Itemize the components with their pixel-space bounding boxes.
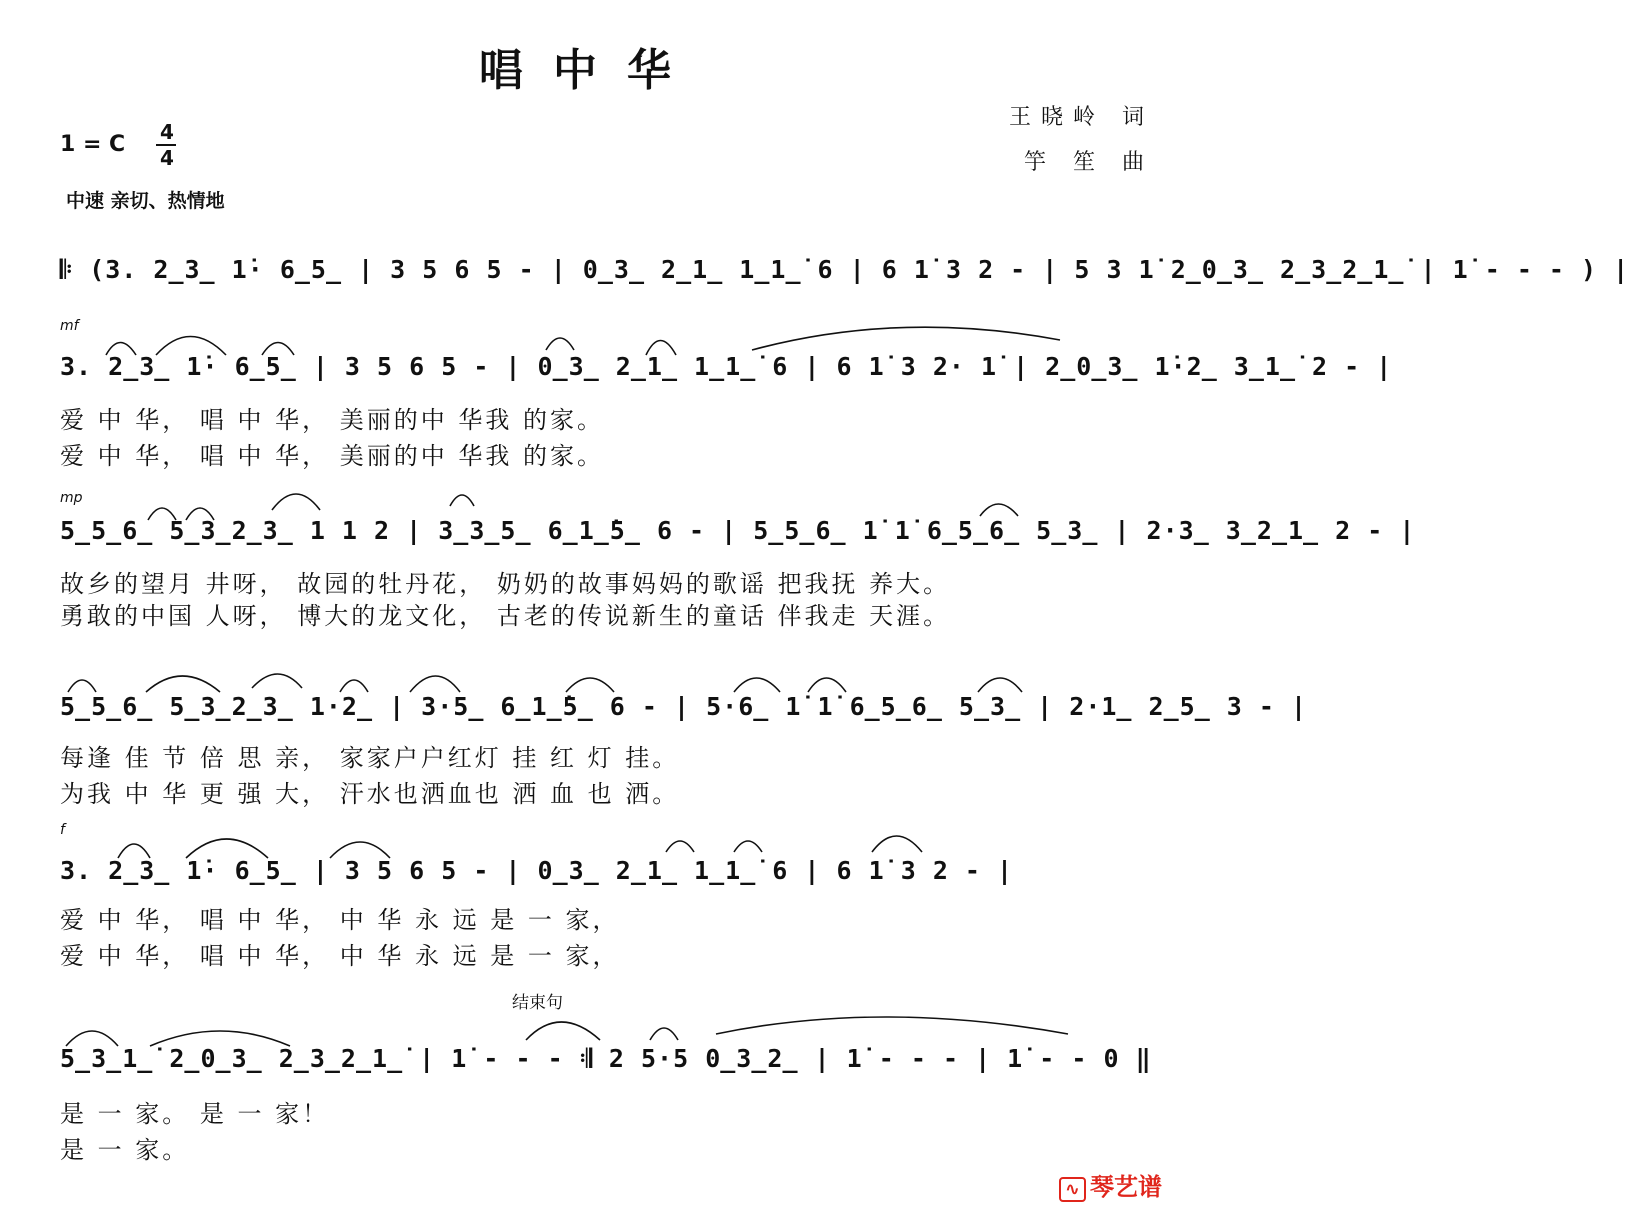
slur — [148, 508, 176, 520]
system-5-lyric-1: 爱 中 华， 唱 中 华， 中 华 永 远 是 一 家， — [60, 906, 620, 934]
system-5-notes: 3. 2̲3̲ 1̇· 6̲5̲ | 3 5 6 5 - | 0̲3̲ 2̲1̲ 1̲1̲̇ 6 | 6 1̇ 3 2 - | — [60, 856, 1014, 885]
system-2-notes: 3. 2̲3̲ 1̇· 6̲5̲ | 3 5 6 5 - | 0̲3̲ 2̲1̲ 1̲1̲̇ 6 | 6 1̇ 3 2· 1̇ | 2̲0̲3̲ 1̇·2̲ 3̲1̲̇ 2 - | — [60, 352, 1393, 381]
slur — [978, 678, 1022, 692]
system-2-lyric-2: 爱 中 华， 唱 中 华， 美丽的中 华我 的家。 — [60, 442, 605, 470]
slur — [450, 495, 474, 506]
system-4-notes: 5̲5̲6̲ 5̲3̲2̲3̲ 1·2̲ | 3·5̲ 6̲1̲̇5̲ 6 - | 5·6̲ 1̇ 1̇ 6̲5̲6̲ 5̲3̲ | 2·1̲ 2̲5̲ 3 - | — [60, 692, 1308, 721]
slur — [526, 1022, 600, 1040]
slur — [734, 678, 780, 692]
slur — [666, 841, 694, 852]
slur — [330, 842, 390, 858]
slur — [66, 1031, 118, 1046]
system-3-notes: 5̲5̲6̲ 5̲3̲2̲3̲ 1 1 2 | 3̲3̲5̲ 6̲1̲̇5̲ 6 - | 5̲5̲6̲ 1̇ 1̇ 6̲5̲6̲ 5̲3̲ | 2·3̲ 3̲2̲1̲ 2 - | — [60, 516, 1416, 545]
ending-label: 结束句 — [512, 993, 563, 1013]
slur — [262, 343, 294, 356]
system-6-lyric-1: 是 一 家。 是 一 家！ — [60, 1100, 330, 1128]
slur — [186, 508, 214, 520]
slur — [340, 680, 368, 692]
time-signature-top: 4 — [160, 120, 174, 144]
slur — [68, 680, 96, 692]
slur — [808, 678, 846, 692]
system-3-dynamic: mp — [60, 490, 83, 506]
system-5-lyric-2: 爱 中 华， 唱 中 华， 中 华 永 远 是 一 家， — [60, 942, 620, 970]
slur — [546, 338, 574, 350]
slur — [106, 343, 136, 356]
slur — [734, 841, 762, 852]
key-signature: 1 = C — [60, 132, 126, 157]
tempo-marking: 中速 亲切、热情地 — [66, 190, 225, 212]
slur — [156, 337, 226, 356]
system-3-lyric-2: 勇敢的中国 人呀， 博大的龙文化， 古老的传说新生的童话 伴我走 天涯。 — [60, 602, 951, 630]
slur — [272, 494, 320, 510]
slur — [752, 327, 1060, 350]
brand-logo: ∿ 琴艺谱 — [1059, 1167, 1162, 1202]
system-2-dynamic: mf — [60, 318, 79, 334]
slur — [146, 676, 220, 692]
composer-credit: 竽 笙 曲 — [1024, 150, 1154, 175]
system-4-lyric-2: 为我 中 华 更 强 大， 汗水也洒血也 洒 血 也 洒。 — [60, 780, 680, 808]
system-6-lyric-2: 是 一 家。 — [60, 1136, 190, 1164]
slur — [252, 674, 302, 688]
slur — [872, 836, 922, 852]
system-5-dynamic: f — [60, 822, 65, 838]
lyricist-credit: 王晓岭 词 — [1009, 105, 1154, 130]
slur — [646, 341, 676, 356]
system-6-notes: 5̲3̲1̲̇ 2̲0̲3̲ 2̲3̲2̲1̲̇ | 1̇ - - - 𝄇 2 5·5 0̲3̲2̲ | 1̇ - - - | 1̇ - - 0 ‖ — [60, 1044, 1152, 1073]
page-title: 唱中华 — [479, 45, 701, 96]
time-signature-bottom: 4 — [160, 146, 174, 170]
slur — [650, 1028, 678, 1040]
slur — [566, 678, 614, 692]
slur — [716, 1017, 1068, 1034]
slur — [186, 839, 268, 858]
system-1-notes: 𝄆 (3. 2̲3̲ 1̇· 6̲5̲ | 3 5 6 5 - | 0̲3̲ 2̲1̲ 1̲1̲̇ 6 | 6 1̇ 3 2 - | 5 3 1̇ 2̲0̲3̲ 2̲3̲2̲1̲̇ | 1̇ - - - ) | — [60, 255, 1629, 284]
logo-mark-icon: ∿ — [1059, 1177, 1086, 1202]
system-4-lyric-1: 每逢 佳 节 倍 思 亲， 家家户户红灯 挂 红 灯 挂。 — [60, 744, 680, 772]
slur — [118, 844, 150, 858]
slur — [150, 1031, 290, 1046]
system-3-lyric-1: 故乡的望月 井呀， 故园的牡丹花， 奶奶的故事妈妈的歌谣 把我抚 养大。 — [60, 570, 951, 598]
slur — [410, 676, 460, 692]
slur — [980, 504, 1018, 516]
system-2-lyric-1: 爱 中 华， 唱 中 华， 美丽的中 华我 的家。 — [60, 406, 605, 434]
